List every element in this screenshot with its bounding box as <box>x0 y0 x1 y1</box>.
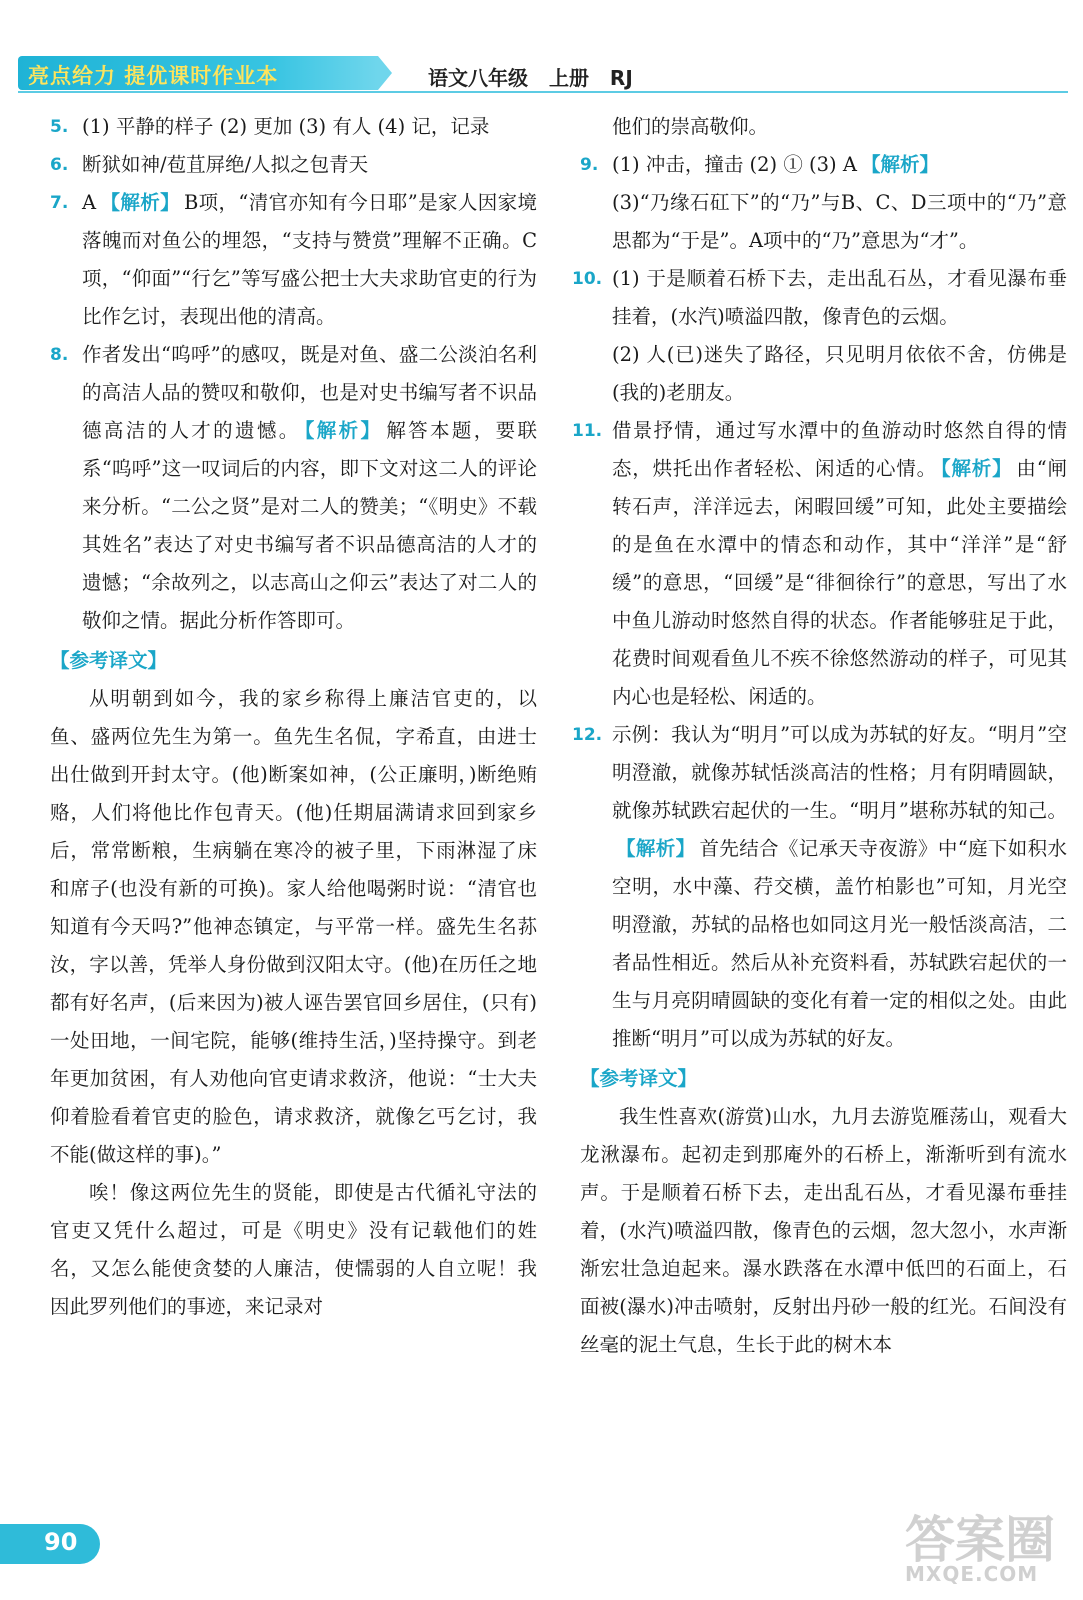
translation-heading: 【参考译文】 <box>580 1067 698 1090</box>
continued-text: 他们的崇高敬仰。 <box>612 115 769 138</box>
question-number: 7. <box>50 193 69 213</box>
analysis-tag: 【解析】 <box>860 153 939 176</box>
answer-text: (1) 于是顺着石桥下去，走出乱石丛，才看见瀑布垂挂着，(水汽)喷溢四散，像青色的云烟。 <box>612 267 1067 328</box>
left-column <box>50 108 537 1326</box>
answer-5 <box>50 108 537 146</box>
answer-9 <box>580 146 1067 260</box>
header-divider <box>18 91 1068 93</box>
answer-12 <box>572 716 1067 1058</box>
analysis-text: (3)“乃缘石矼下”的“乃”与B、C、D三项中的“乃”意思都为“于是”。A项中的“乃”意思为“才”。 <box>612 191 1067 252</box>
answer-text: 断狱如神/苞苴屏绝/人拟之包青天 <box>82 153 369 176</box>
question-number: 11. <box>572 421 603 441</box>
translation-paragraph: 唉！像这两位先生的贤能，即使是古代循礼守法的官吏又凭什么超过，可是《明史》没有记载他们的姓名，又怎么能使贪婪的人廉洁，使懦弱的人自立呢！我因此罗列他们的事迹，来记录对 <box>50 1181 537 1318</box>
question-number: 12. <box>572 725 603 745</box>
analysis-tag: 【解析】 <box>100 191 180 214</box>
analysis-tag: 【解析】 <box>304 419 383 442</box>
translation-paragraph: 我生性喜欢(游赏)山水，九月去游览雁荡山，观看大龙湫瀑布。起初走到那庵外的石桥上，渐渐听到有流水声。于是顺着石桥下去，走出乱石丛，才看见瀑布垂挂着，(水汽)喷溢四散，像青色的云烟，忽大忽小，水声渐渐宏壮急迫起来。瀑水跌落在水潭中低凹的石面上，石面被(瀑水)冲击喷射，反射出丹砂一般的红光。石间没有丝毫的泥土气息，生长于此的树木本 <box>580 1105 1067 1356</box>
watermark-mark: 答案圈 <box>905 1511 1055 1569</box>
answer-text: (1) 冲击，撞击 (2) ① (3) A <box>612 153 857 176</box>
question-number: 6. <box>50 155 69 175</box>
analysis-text: 首先结合《记承天寺夜游》中“庭下如积水空明，水中藻、荇交横，盖竹柏影也”可知，月光空明澄澈，苏轼的品格也如同这月光一般恬淡高洁，二者品性相近。然后从补充资料看，苏轼跌宕起伏的一生与月亮阴晴圆缺的变化有着一定的相似之处。由此推断“明月”可以成为苏轼的好友。 <box>612 837 1067 1050</box>
analysis-text: B项，“清官亦知有今日耶”是家人因家境落魄而对鱼公的埋怨，“支持与赞赏”理解不正确。C项，“仰面”“行乞”等写盛公把士大夫求助官吏的行为比作乞讨，表现出他的清高。 <box>82 191 537 328</box>
analysis-text: 由“闸转石声，洋洋远去，闲暇回缓”可知，此处主要描绘的是鱼在水潭中的情态和动作，其中“洋洋”是“舒缓”的意思，“回缓”是“徘徊徐行”的意思，写出了水中鱼儿游动时悠然自得的状态。作者能够驻足于此，花费时间观看鱼儿不疾不徐悠然游动的样子，可见其内心也是轻松、闲适的。 <box>612 457 1067 708</box>
question-number: 10. <box>572 269 603 289</box>
subject-label: 语文八年级 上册 RJ <box>428 66 633 90</box>
question-number: 8. <box>50 345 69 365</box>
translation-paragraph: 从明朝到如今，我的家乡称得上廉洁官吏的，以鱼、盛两位先生为第一。鱼先生名侃，字希直，由进士出仕做到开封太守。(他)断案如神，(公正廉明，)断绝贿赂，人们将他比作包青天。(他)任期届满请求回到家乡后，常常断粮，生病躺在寒冷的被子里，下雨淋湿了床和席子(也没有新的可换)。家人给他喝粥时说：“清官也知道有今天吗?”他神态镇定，与平常一样。盛先生名荪汝，字以善，凭举人身份做到汉阳太守。(他)在历任之地都有好名声，(后来因为)被人诬告罢官回乡居住，(只有)一处田地，一间宅院，能够(维持生活，)坚持操守。到老年更加贫困，有人劝他向官吏请求救济，他说：“士大夫仰着脸看着官吏的脸色，请求救济，就像乞丐乞讨，我不能(做这样的事)。” <box>50 687 537 1166</box>
answer-text: 借景抒情，通过写水潭中的鱼游动时悠然自得的情态，烘托出作者轻松、闲适的心情。 <box>612 419 1067 480</box>
analysis-tag: 【解析】 <box>616 837 696 860</box>
answer-text: 作者发出“呜呼”的感叹，既是对鱼、盛二公淡泊名利的高洁人品的赞叹和敬仰，也是对史书编写者不识品德高洁的人才的遗憾。 <box>82 343 537 442</box>
question-number: 5. <box>50 117 69 137</box>
watermark-url: MXQE.COM <box>905 1562 1039 1586</box>
page-number-badge <box>0 1524 100 1564</box>
right-column <box>572 108 1067 1364</box>
page-number: 90 <box>44 1528 78 1556</box>
answer-7 <box>50 184 537 336</box>
translation-heading: 【参考译文】 <box>50 649 168 672</box>
answer-text: A <box>82 191 97 214</box>
answer-10 <box>572 260 1067 412</box>
answer-8 <box>50 336 537 640</box>
question-number: 9. <box>580 155 599 175</box>
answer-text: 示例：我认为“明月”可以成为苏轼的好友。“明月”空明澄澈，就像苏轼恬淡高洁的性格；月有阴晴圆缺，就像苏轼跌宕起伏的一生。“明月”堪称苏轼的知己。 <box>612 723 1067 822</box>
analysis-text: 解答本题，要联系“呜呼”这一叹词后的内容，即下文对这二人的评论来分析。“二公之贤”是对二人的赞美；“《明史》不载其姓名”表达了对史书编写者不识品德高洁的人才的遗憾；“余故列之，以志高山之仰云”表达了对二人的敬仰之情。据此分析作答即可。 <box>82 419 537 632</box>
brand-title: 亮点给力 提优课时作业本 <box>28 64 279 88</box>
answer-11 <box>572 412 1067 716</box>
answer-text: (1) 平静的样子 (2) 更加 (3) 有人 (4) 记，记录 <box>82 115 490 138</box>
page-header <box>18 56 1068 92</box>
header-band <box>18 56 378 90</box>
answer-6 <box>50 146 537 184</box>
watermark-logo <box>905 1500 1075 1595</box>
analysis-tag: 【解析】 <box>940 457 1013 480</box>
answer-text: (2) 人(已)迷失了路径，只见明月依依不舍，仿佛是(我的)老朋友。 <box>612 343 1067 404</box>
